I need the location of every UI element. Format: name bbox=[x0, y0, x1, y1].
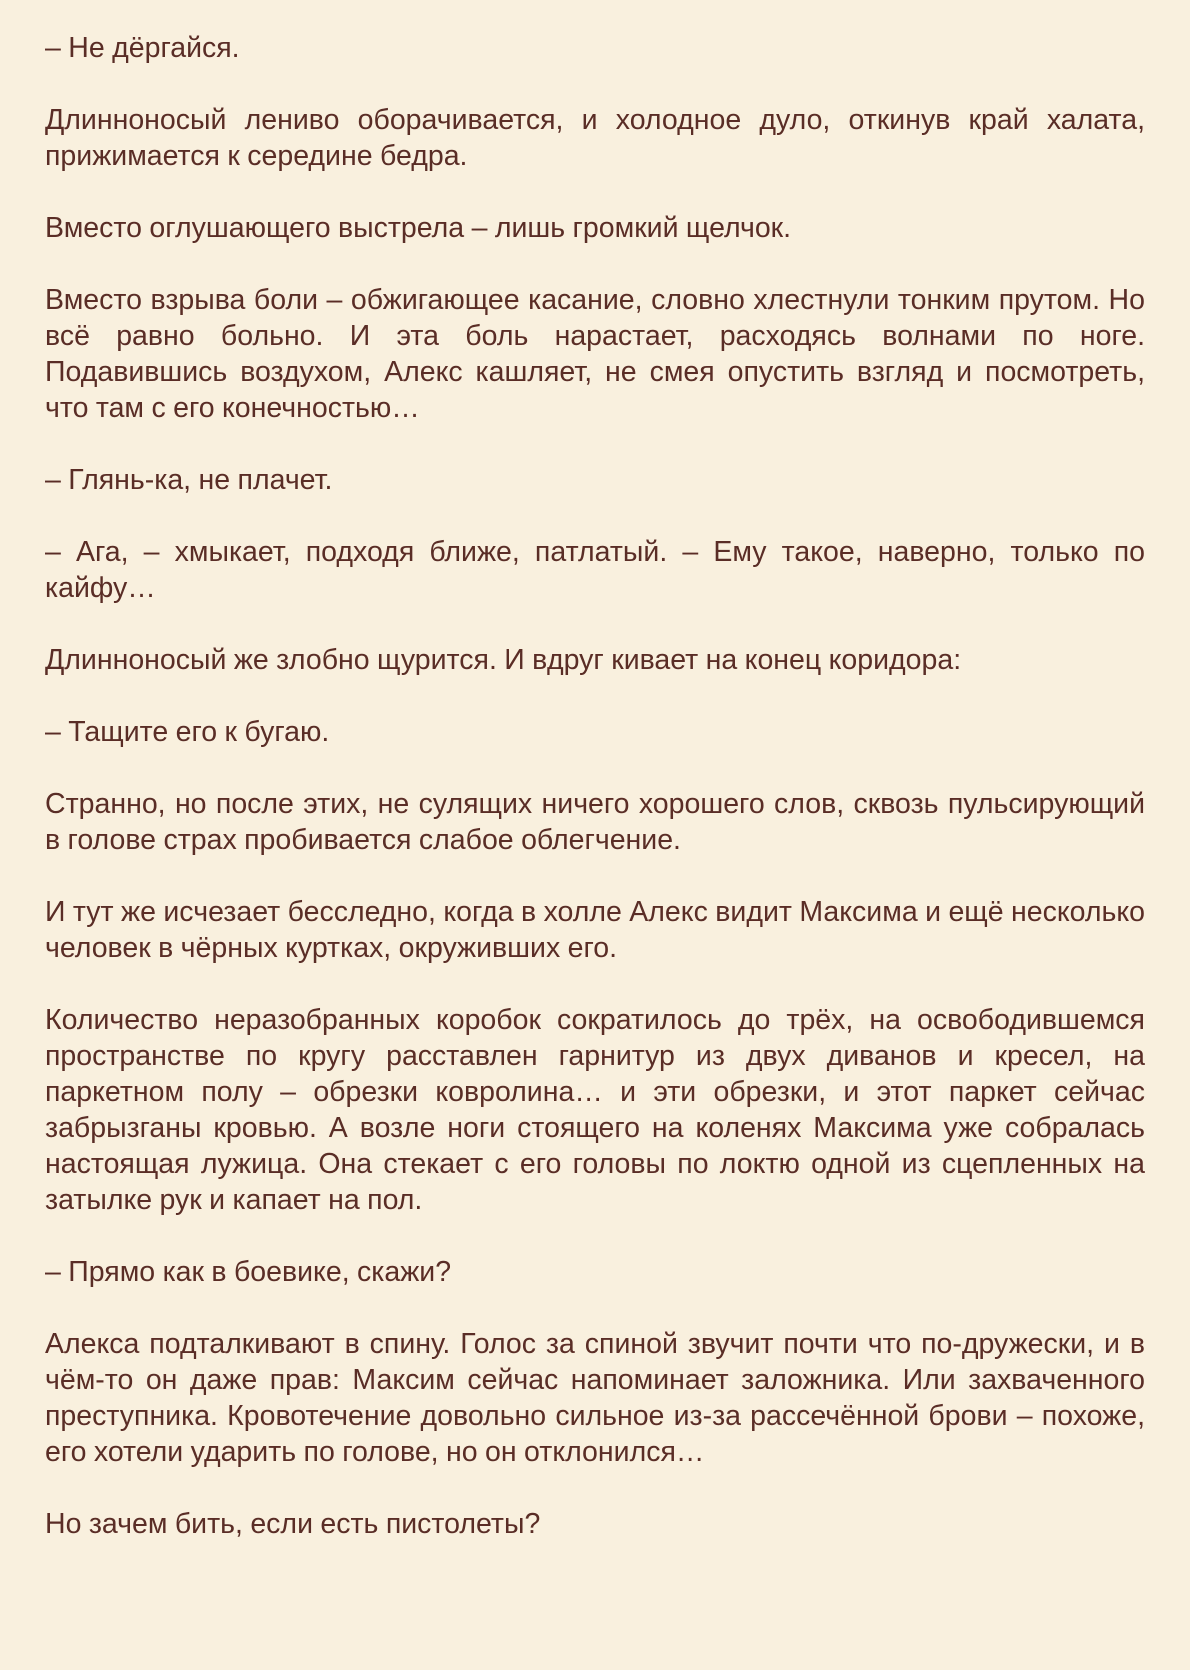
paragraph-2: Длинноносый лениво оборачивается, и холодное дуло, откинув край халата, прижимается к середине бедра. bbox=[45, 104, 1145, 172]
paragraph-9: Странно, но после этих, не сулящих ничего хорошего слов, сквозь пульсирующий в голове страх пробивается слабое облегчение. bbox=[45, 788, 1145, 856]
paragraph-14: Но зачем бить, если есть пистолеты? bbox=[45, 1508, 541, 1540]
paragraph-4: Вместо взрыва боли – обжигающее касание, словно хлестнули тонким прутом. Но всё равно больно. И эта боль нарастает, расходясь волнами по ноге. Подавившись воздухом, Алекс кашляет, не смея опустить взгляд и посмотреть, что там с его конечностью… bbox=[45, 284, 1145, 424]
paragraph-5: – Глянь-ка, не плачет. bbox=[45, 464, 333, 496]
paragraph-12: – Прямо как в боевике, скажи? bbox=[45, 1256, 452, 1288]
paragraph-13: Алекса подталкивают в спину. Голос за спиной звучит почти что по-дружески, и в чём-то он даже прав: Максим сейчас напоминает заложника. Или захваченного преступника. Кровотечение довольно сильное из-за рассечённой брови – похоже, его хотели ударить по голове, но он отклонился… bbox=[45, 1328, 1145, 1468]
paragraph-6: – Ага, – хмыкает, подходя ближе, патлатый. – Ему такое, наверно, только по кайфу… bbox=[45, 536, 1145, 604]
paragraph-7: Длинноносый же злобно щурится. И вдруг кивает на конец коридора: bbox=[45, 644, 962, 676]
paragraph-1: – Не дёргайся. bbox=[45, 32, 240, 64]
paragraph-10: И тут же исчезает бесследно, когда в холле Алекс видит Максима и ещё несколько человек в чёрных куртках, окруживших его. bbox=[45, 896, 1145, 964]
paragraph-11: Количество неразобранных коробок сократилось до трёх, на освободившемся пространстве по кругу расставлен гарнитур из двух диванов и кресел, на паркетном полу – обрезки ковролина… и эти обрезки, и этот паркет сейчас забрызганы кровью. А возле ноги стоящего на коленях Максима уже собралась настоящая лужица. Она стекает с его головы по локтю одной из сцепленных на затылке рук и капает на пол. bbox=[45, 1004, 1145, 1216]
paragraph-3: Вместо оглушающего выстрела – лишь громкий щелчок. bbox=[45, 212, 792, 244]
paragraph-8: – Тащите его к бугаю. bbox=[45, 716, 330, 748]
